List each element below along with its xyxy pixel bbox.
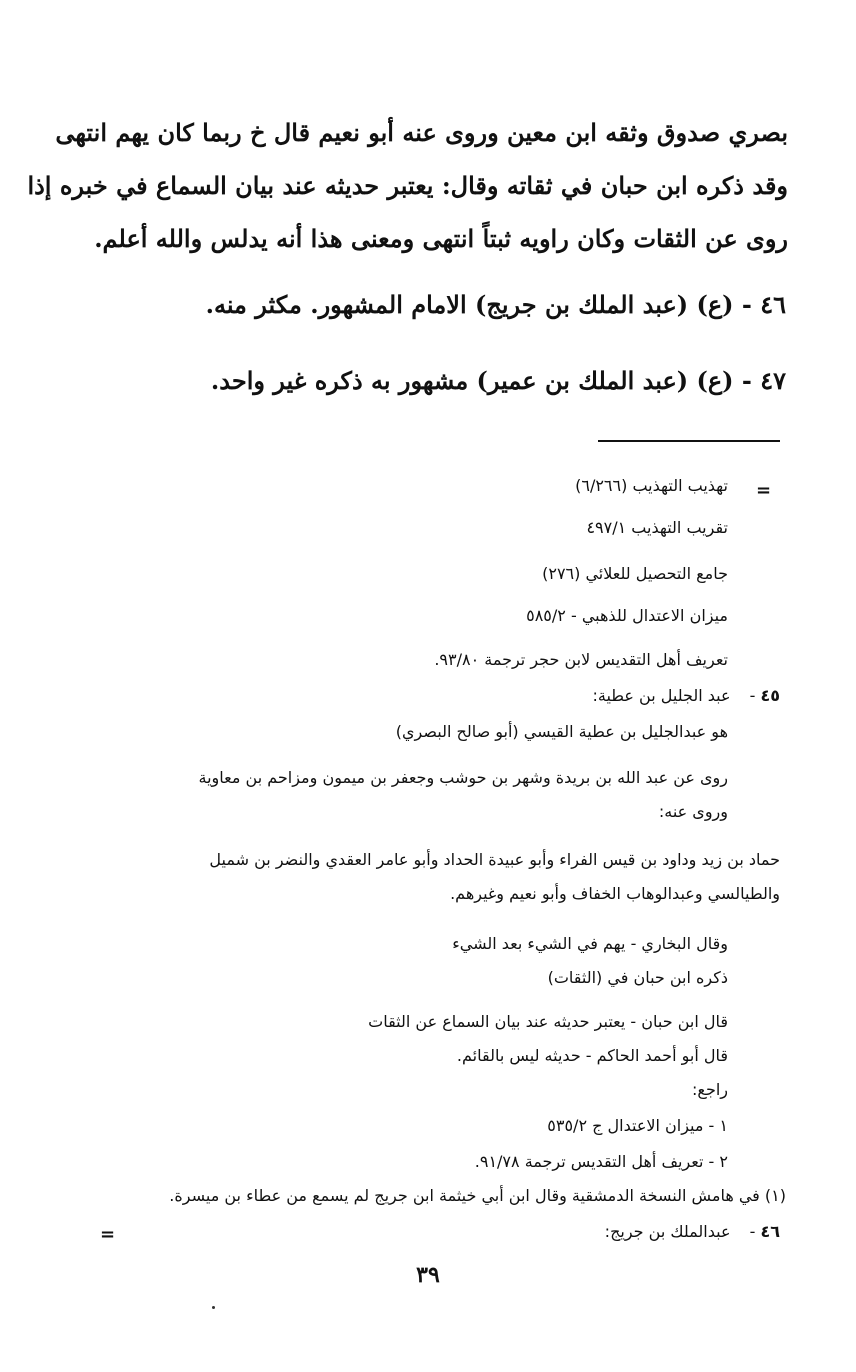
entry-number: ٤٧ — [760, 366, 786, 395]
entry-dash: - — [749, 1222, 756, 1241]
footnote-1: (١) في هامش النسخة الدمشقية وقال ابن أبي خيثمة ابن جريج لم يسمع من عطاء بن ميسرة. — [169, 1186, 786, 1205]
entry-45-line-2: روى عن عبد الله بن بريدة وشهر بن حوشب وجعفر بن ميمون ومزاحم بن معاوية — [198, 768, 728, 787]
main-text-line-1: بصري صدوق وثقه ابن معين وروى عنه أبو نعيم قال خ ربما كان يهم انتهى — [55, 118, 788, 147]
entry-45-line-5: والطيالسي وعبدالوهاب الخفاف وأبو نعيم وغيرهم. — [450, 884, 780, 903]
entry-45-line-10: راجع: — [692, 1080, 728, 1099]
main-text-line-2: وقد ذكره ابن حبان في ثقاته وقال: يعتبر حديثه عند بيان السماع في خبره إذا — [27, 171, 788, 200]
entry-heading: عبد الجليل بن عطية: — [592, 686, 731, 705]
entry-47 — [211, 366, 786, 395]
entry-number: ٤٥ — [760, 686, 780, 705]
entry-45-line-8: قال ابن حبان - يعتبر حديثه عند بيان السماع عن الثقات — [368, 1012, 728, 1031]
ref-line-5: تعريف أهل التقديس لابن حجر ترجمة ٩٣/٨٠. — [434, 650, 728, 669]
footnote-separator — [598, 440, 780, 442]
ref-line-4: ميزان الاعتدال للذهبي - ٥٨٥/٢ — [526, 606, 728, 625]
entry-45-line-4: حماد بن زيد وداود بن قيس الفراء وأبو عبيدة الحداد وأبو عامر العقدي والنضر بن شميل — [209, 850, 780, 869]
speck-mark — [212, 1306, 215, 1309]
entry-45-line-7: ذكره ابن حبان في (الثقات) — [547, 968, 728, 987]
entry-46-heading — [605, 1222, 780, 1241]
entry-45-heading — [592, 686, 780, 705]
entry-dash: - — [749, 686, 756, 705]
entry-text: - (ع) (عبد الملك بن جريج) الامام المشهور. مكثر منه. — [205, 290, 752, 319]
entry-45-line-12: ٢ - تعريف أهل التقديس ترجمة ٩١/٧٨. — [474, 1152, 728, 1171]
page-number: ٣٩ — [416, 1262, 440, 1288]
entry-number: ٤٦ — [760, 290, 786, 319]
entry-46 — [206, 290, 786, 319]
entry-45-line-3: وروى عنه: — [658, 802, 728, 821]
continuation-mark: = — [756, 480, 772, 501]
main-text-line-3: روى عن الثقات وكان راويه ثبتاً انتهى ومعنى هذا أنه يدلس والله أعلم. — [94, 224, 788, 253]
entry-45-line-9: قال أبو أحمد الحاكم - حديثه ليس بالقائم. — [456, 1046, 728, 1065]
entry-text: - (ع) (عبد الملك بن عمير) مشهور به ذكره غير واحد. — [210, 366, 752, 395]
ref-line-3: جامع التحصيل للعلائي (٢٧٦) — [542, 564, 728, 583]
entry-45-line-6: وقال البخاري - يهم في الشيء بعد الشيء — [452, 934, 728, 953]
ref-line-2: تقريب التهذيب ٤٩٧/١ — [586, 518, 728, 537]
ref-line-1: تهذيب التهذيب (٦/٢٦٦) — [575, 476, 728, 495]
entry-number: ٤٦ — [760, 1222, 780, 1241]
entry-45-line-1: هو عبدالجليل بن عطية القيسي (أبو صالح البصري) — [395, 722, 728, 741]
entry-heading: عبدالملك بن جريج: — [604, 1222, 731, 1241]
entry-45-line-11: ١ - ميزان الاعتدال ج ٥٣٥/٢ — [547, 1116, 728, 1135]
end-continuation-mark: = — [100, 1224, 116, 1245]
